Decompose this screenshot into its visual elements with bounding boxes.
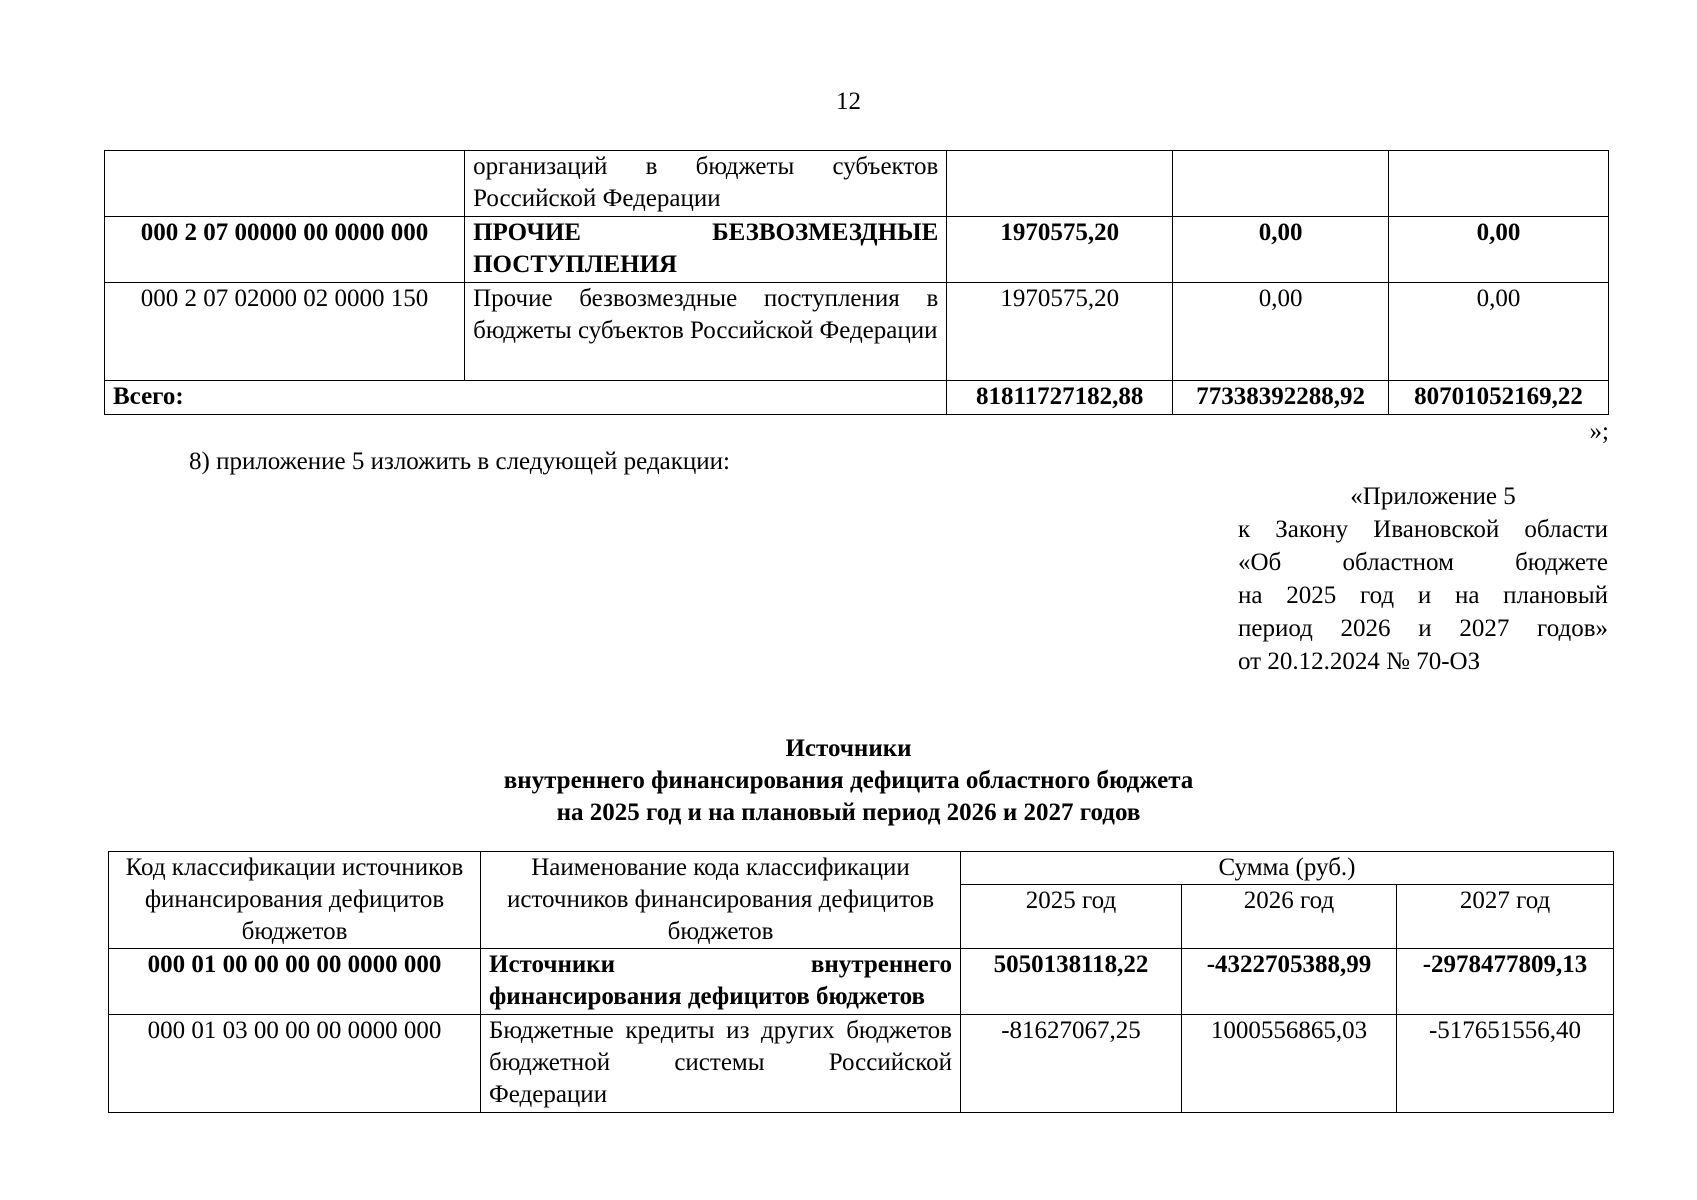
value-2025-cell: 5050138118,22	[961, 949, 1182, 1015]
total-label: Всего:	[105, 381, 947, 415]
value-2025-cell: 1970575,20	[947, 217, 1173, 283]
name-cell: Прочие безвозмездные поступления в бюджеты субъектов Российской Федерации	[465, 283, 947, 381]
financing-sources-table	[108, 851, 1614, 1113]
value-2025-cell: 1970575,20	[947, 283, 1173, 381]
year-2027-header: 2027 год	[1397, 885, 1614, 949]
total-2026-cell: 77338392288,92	[1173, 381, 1389, 415]
table-row	[105, 283, 1609, 381]
value-2027-cell: 0,00	[1389, 217, 1609, 283]
appendix-line: «Приложение 5	[1350, 483, 1516, 510]
value-2026-cell: 0,00	[1173, 217, 1389, 283]
table-row	[109, 1015, 1614, 1113]
amendment-instruction: 8) приложение 5 изложить в следующей редакции:	[189, 448, 730, 475]
value-2027-cell: -2978477809,13	[1397, 949, 1614, 1015]
code-cell	[105, 151, 465, 217]
appendix-line: период 2026 и 2027 годов»	[1238, 615, 1608, 642]
name-cell: организаций в бюджеты субъектов Российской Федерации	[465, 151, 947, 217]
year-2025-header: 2025 год	[961, 885, 1182, 949]
code-header: Код классификации источников финансирования дефицитов бюджетов	[109, 852, 481, 949]
document-heading	[0, 733, 1697, 829]
name-header: Наименование кода классификации источников финансирования дефицитов бюджетов	[481, 852, 961, 949]
closing-quote: »;	[1589, 418, 1609, 445]
value-2026-cell: 0,00	[1173, 283, 1389, 381]
code-cell: 000 01 00 00 00 00 0000 000	[109, 949, 481, 1015]
code-cell: 000 01 03 00 00 00 0000 000	[109, 1015, 481, 1113]
value-2027-cell: -517651556,40	[1397, 1015, 1614, 1113]
value-2026-cell	[1173, 151, 1389, 217]
revenue-table-continuation	[104, 150, 1609, 415]
appendix-line: на 2025 год и на плановый	[1238, 582, 1608, 609]
name-cell: Источники внутреннего финансирования дефицитов бюджетов	[481, 949, 961, 1015]
page-number: 12	[836, 88, 861, 115]
total-2025-cell: 81811727182,88	[947, 381, 1173, 415]
value-2025-cell: -81627067,25	[961, 1015, 1182, 1113]
value-2027-cell: 0,00	[1389, 283, 1609, 381]
appendix-line: к Закону Ивановской области	[1238, 516, 1608, 543]
appendix-reference	[1238, 480, 1608, 678]
code-cell: 000 2 07 00000 00 0000 000	[105, 217, 465, 283]
table-row	[105, 151, 1609, 217]
heading-line: Источники	[785, 735, 912, 762]
value-2027-cell	[1389, 151, 1609, 217]
table-header-row	[109, 852, 1614, 885]
appendix-line: «Об областном бюджете	[1238, 549, 1608, 576]
sum-header: Сумма (руб.)	[961, 852, 1614, 885]
year-2026-header: 2026 год	[1182, 885, 1397, 949]
code-cell: 000 2 07 02000 02 0000 150	[105, 283, 465, 381]
value-2025-cell	[947, 151, 1173, 217]
table-row	[109, 949, 1614, 1015]
total-row	[105, 381, 1609, 415]
heading-line: на 2025 год и на плановый период 2026 и 2027 годов	[556, 799, 1141, 826]
table-row	[105, 217, 1609, 283]
value-2026-cell: -4322705388,99	[1182, 949, 1397, 1015]
value-2026-cell: 1000556865,03	[1182, 1015, 1397, 1113]
total-2027-cell: 80701052169,22	[1389, 381, 1609, 415]
name-cell: ПРОЧИЕ БЕЗВОЗМЕЗДНЫЕ ПОСТУПЛЕНИЯ	[465, 217, 947, 283]
heading-line: внутреннего финансирования дефицита областного бюджета	[503, 767, 1194, 794]
appendix-line: от 20.12.2024 № 70-ОЗ	[1238, 648, 1481, 675]
name-cell: Бюджетные кредиты из других бюджетов бюджетной системы Российской Федерации	[481, 1015, 961, 1113]
